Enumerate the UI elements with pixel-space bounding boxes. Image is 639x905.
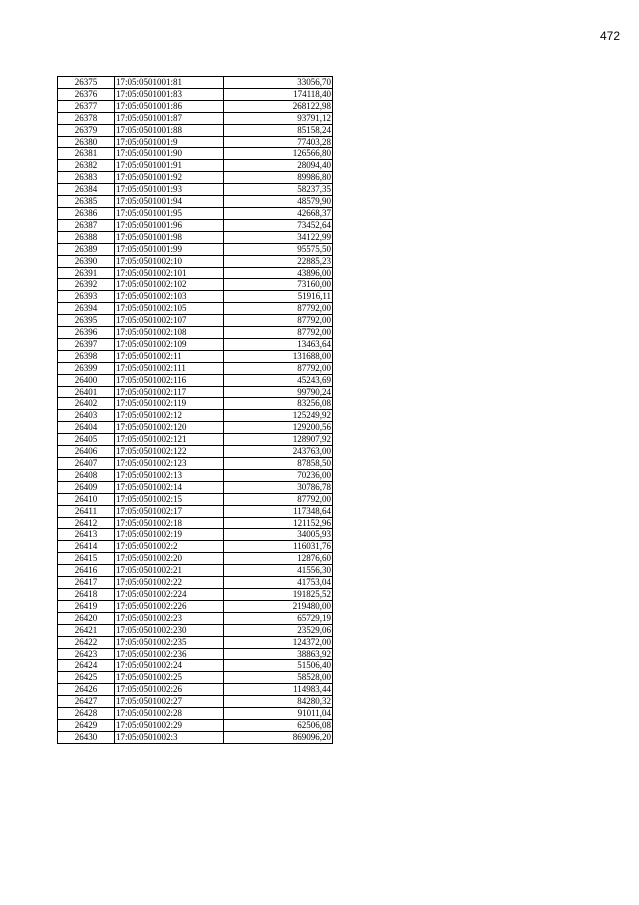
cadastral-number-cell: 17:05:0501001:95 bbox=[115, 207, 224, 219]
row-number-cell: 26414 bbox=[58, 541, 115, 553]
table-row bbox=[58, 374, 333, 386]
cadastral-number-cell: 17:05:0501001:92 bbox=[115, 172, 224, 184]
cadastral-number-cell: 17:05:0501001:86 bbox=[115, 100, 224, 112]
row-number-cell: 26375 bbox=[58, 77, 115, 89]
cadastral-value-cell: 45243,69 bbox=[224, 374, 333, 386]
cadastral-value-cell: 83256,08 bbox=[224, 398, 333, 410]
cadastral-value-cell: 91011,04 bbox=[224, 708, 333, 720]
row-number-cell: 26419 bbox=[58, 600, 115, 612]
cadastral-number-cell: 17:05:0501001:83 bbox=[115, 88, 224, 100]
cadastral-value-cell: 87792,00 bbox=[224, 315, 333, 327]
table-row bbox=[58, 77, 333, 89]
table-row bbox=[58, 327, 333, 339]
cadastral-value-cell: 126566,80 bbox=[224, 148, 333, 160]
row-number-cell: 26396 bbox=[58, 327, 115, 339]
cadastral-number-cell: 17:05:0501002:120 bbox=[115, 422, 224, 434]
cadastral-value-cell: 128907,92 bbox=[224, 434, 333, 446]
table-row bbox=[58, 219, 333, 231]
row-number-cell: 26378 bbox=[58, 112, 115, 124]
cadastral-number-cell: 17:05:0501002:2 bbox=[115, 541, 224, 553]
cadastral-number-cell: 17:05:0501002:17 bbox=[115, 505, 224, 517]
cadastral-value-cell: 87792,00 bbox=[224, 362, 333, 374]
cadastral-number-cell: 17:05:0501001:91 bbox=[115, 160, 224, 172]
cadastral-number-cell: 17:05:0501002:123 bbox=[115, 458, 224, 470]
cadastral-number-cell: 17:05:0501002:236 bbox=[115, 648, 224, 660]
row-number-cell: 26427 bbox=[58, 696, 115, 708]
cadastral-value-cell: 43896,00 bbox=[224, 267, 333, 279]
table-row bbox=[58, 148, 333, 160]
table-row bbox=[58, 184, 333, 196]
cadastral-number-cell: 17:05:0501001:99 bbox=[115, 243, 224, 255]
row-number-cell: 26425 bbox=[58, 672, 115, 684]
cadastral-value-cell: 191825,52 bbox=[224, 588, 333, 600]
row-number-cell: 26411 bbox=[58, 505, 115, 517]
row-number-cell: 26412 bbox=[58, 517, 115, 529]
table-row bbox=[58, 422, 333, 434]
cadastral-value-cell: 41556,30 bbox=[224, 565, 333, 577]
cadastral-number-cell: 17:05:0501001:93 bbox=[115, 184, 224, 196]
cadastral-number-cell: 17:05:0501002:109 bbox=[115, 338, 224, 350]
table-row bbox=[58, 696, 333, 708]
table-row bbox=[58, 600, 333, 612]
table-row bbox=[58, 624, 333, 636]
table-row bbox=[58, 136, 333, 148]
row-number-cell: 26421 bbox=[58, 624, 115, 636]
row-number-cell: 26390 bbox=[58, 255, 115, 267]
cadastral-number-cell: 17:05:0501002:107 bbox=[115, 315, 224, 327]
row-number-cell: 26422 bbox=[58, 636, 115, 648]
table-row bbox=[58, 588, 333, 600]
row-number-cell: 26391 bbox=[58, 267, 115, 279]
row-number-cell: 26423 bbox=[58, 648, 115, 660]
cadastral-value-cell: 87858,50 bbox=[224, 458, 333, 470]
table-row bbox=[58, 446, 333, 458]
row-number-cell: 26424 bbox=[58, 660, 115, 672]
table-row bbox=[58, 565, 333, 577]
table-row bbox=[58, 481, 333, 493]
table-row bbox=[58, 505, 333, 517]
cadastral-value-cell: 121152,96 bbox=[224, 517, 333, 529]
row-number-cell: 26387 bbox=[58, 219, 115, 231]
cadastral-value-cell: 95575,50 bbox=[224, 243, 333, 255]
cadastral-value-cell: 114983,44 bbox=[224, 684, 333, 696]
cadastral-number-cell: 17:05:0501001:81 bbox=[115, 77, 224, 89]
row-number-cell: 26379 bbox=[58, 124, 115, 136]
cadastral-number-cell: 17:05:0501002:24 bbox=[115, 660, 224, 672]
table-row bbox=[58, 410, 333, 422]
cadastral-number-cell: 17:05:0501001:94 bbox=[115, 196, 224, 208]
cadastral-value-cell: 42668,37 bbox=[224, 207, 333, 219]
row-number-cell: 26404 bbox=[58, 422, 115, 434]
cadastral-number-cell: 17:05:0501002:122 bbox=[115, 446, 224, 458]
table-row bbox=[58, 279, 333, 291]
row-number-cell: 26413 bbox=[58, 529, 115, 541]
table-row bbox=[58, 458, 333, 470]
cadastral-value-cell: 12876,60 bbox=[224, 553, 333, 565]
cadastral-number-cell: 17:05:0501002:23 bbox=[115, 612, 224, 624]
cadastral-value-cell: 30786,78 bbox=[224, 481, 333, 493]
cadastral-value-cell: 89986,80 bbox=[224, 172, 333, 184]
cadastral-value-cell: 243763,00 bbox=[224, 446, 333, 458]
cadastral-number-cell: 17:05:0501001:98 bbox=[115, 231, 224, 243]
table-row bbox=[58, 612, 333, 624]
row-number-cell: 26405 bbox=[58, 434, 115, 446]
cadastral-number-cell: 17:05:0501002:224 bbox=[115, 588, 224, 600]
cadastral-number-cell: 17:05:0501002:14 bbox=[115, 481, 224, 493]
table-row bbox=[58, 708, 333, 720]
cadastral-value-cell: 58528,00 bbox=[224, 672, 333, 684]
row-number-cell: 26377 bbox=[58, 100, 115, 112]
table-row bbox=[58, 88, 333, 100]
row-number-cell: 26389 bbox=[58, 243, 115, 255]
cadastral-value-cell: 268122,98 bbox=[224, 100, 333, 112]
cadastral-number-cell: 17:05:0501002:103 bbox=[115, 291, 224, 303]
table-row bbox=[58, 196, 333, 208]
table-row bbox=[58, 541, 333, 553]
cadastral-number-cell: 17:05:0501002:18 bbox=[115, 517, 224, 529]
cadastral-number-cell: 17:05:0501002:102 bbox=[115, 279, 224, 291]
cadastral-value-cell: 116031,76 bbox=[224, 541, 333, 553]
row-number-cell: 26393 bbox=[58, 291, 115, 303]
cadastral-value-cell: 87792,00 bbox=[224, 493, 333, 505]
cadastral-value-cell: 93791,12 bbox=[224, 112, 333, 124]
table-row bbox=[58, 398, 333, 410]
cadastral-value-cell: 99790,24 bbox=[224, 386, 333, 398]
cadastral-number-cell: 17:05:0501002:11 bbox=[115, 350, 224, 362]
row-number-cell: 26399 bbox=[58, 362, 115, 374]
cadastral-number-cell: 17:05:0501002:27 bbox=[115, 696, 224, 708]
table-row bbox=[58, 517, 333, 529]
table-row bbox=[58, 529, 333, 541]
row-number-cell: 26386 bbox=[58, 207, 115, 219]
cadastral-number-cell: 17:05:0501002:12 bbox=[115, 410, 224, 422]
cadastral-value-cell: 125249,92 bbox=[224, 410, 333, 422]
row-number-cell: 26383 bbox=[58, 172, 115, 184]
row-number-cell: 26395 bbox=[58, 315, 115, 327]
cadastral-value-cell: 38863,92 bbox=[224, 648, 333, 660]
cadastral-value-cell: 62506,08 bbox=[224, 719, 333, 731]
cadastral-value-cell: 77403,28 bbox=[224, 136, 333, 148]
row-number-cell: 26420 bbox=[58, 612, 115, 624]
table-row bbox=[58, 112, 333, 124]
table-row bbox=[58, 493, 333, 505]
row-number-cell: 26401 bbox=[58, 386, 115, 398]
cadastral-value-cell: 65729,19 bbox=[224, 612, 333, 624]
cadastral-number-cell: 17:05:0501002:116 bbox=[115, 374, 224, 386]
table-row bbox=[58, 100, 333, 112]
cadastral-number-cell: 17:05:0501002:15 bbox=[115, 493, 224, 505]
table-row bbox=[58, 207, 333, 219]
row-number-cell: 26407 bbox=[58, 458, 115, 470]
row-number-cell: 26418 bbox=[58, 588, 115, 600]
row-number-cell: 26382 bbox=[58, 160, 115, 172]
cadastral-number-cell: 17:05:0501002:3 bbox=[115, 731, 224, 743]
cadastral-number-cell: 17:05:0501002:22 bbox=[115, 577, 224, 589]
cadastral-value-cell: 58237,35 bbox=[224, 184, 333, 196]
cadastral-value-cell: 48579,90 bbox=[224, 196, 333, 208]
table-row bbox=[58, 303, 333, 315]
cadastral-number-cell: 17:05:0501001:88 bbox=[115, 124, 224, 136]
table-row bbox=[58, 160, 333, 172]
cadastral-number-cell: 17:05:0501002:235 bbox=[115, 636, 224, 648]
table-row bbox=[58, 362, 333, 374]
row-number-cell: 26398 bbox=[58, 350, 115, 362]
cadastral-value-cell: 51916,11 bbox=[224, 291, 333, 303]
cadastral-number-cell: 17:05:0501002:10 bbox=[115, 255, 224, 267]
cadastral-value-cell: 117348,64 bbox=[224, 505, 333, 517]
cadastral-number-cell: 17:05:0501002:20 bbox=[115, 553, 224, 565]
cadastral-value-cell: 124372,00 bbox=[224, 636, 333, 648]
cadastral-number-cell: 17:05:0501002:108 bbox=[115, 327, 224, 339]
row-number-cell: 26384 bbox=[58, 184, 115, 196]
table-row bbox=[58, 553, 333, 565]
row-number-cell: 26385 bbox=[58, 196, 115, 208]
table-row bbox=[58, 172, 333, 184]
row-number-cell: 26410 bbox=[58, 493, 115, 505]
table-row bbox=[58, 434, 333, 446]
row-number-cell: 26426 bbox=[58, 684, 115, 696]
cadastral-value-cell: 84280,32 bbox=[224, 696, 333, 708]
table-row bbox=[58, 636, 333, 648]
table-row bbox=[58, 315, 333, 327]
cadastral-value-cell: 87792,00 bbox=[224, 327, 333, 339]
row-number-cell: 26402 bbox=[58, 398, 115, 410]
row-number-cell: 26381 bbox=[58, 148, 115, 160]
row-number-cell: 26430 bbox=[58, 731, 115, 743]
table-row bbox=[58, 672, 333, 684]
cadastral-value-cell: 28094,40 bbox=[224, 160, 333, 172]
table-row bbox=[58, 660, 333, 672]
table-row bbox=[58, 350, 333, 362]
table-row bbox=[58, 243, 333, 255]
cadastral-number-cell: 17:05:0501002:119 bbox=[115, 398, 224, 410]
cadastral-number-cell: 17:05:0501002:25 bbox=[115, 672, 224, 684]
cadastral-value-cell: 13463,64 bbox=[224, 338, 333, 350]
table-row bbox=[58, 338, 333, 350]
row-number-cell: 26397 bbox=[58, 338, 115, 350]
row-number-cell: 26417 bbox=[58, 577, 115, 589]
cadastral-number-cell: 17:05:0501001:96 bbox=[115, 219, 224, 231]
table-row bbox=[58, 719, 333, 731]
cadastral-value-cell: 87792,00 bbox=[224, 303, 333, 315]
cadastral-number-cell: 17:05:0501002:13 bbox=[115, 469, 224, 481]
cadastral-number-cell: 17:05:0501001:9 bbox=[115, 136, 224, 148]
row-number-cell: 26429 bbox=[58, 719, 115, 731]
cadastral-number-cell: 17:05:0501002:101 bbox=[115, 267, 224, 279]
table-row bbox=[58, 684, 333, 696]
row-number-cell: 26388 bbox=[58, 231, 115, 243]
cadastral-number-cell: 17:05:0501002:26 bbox=[115, 684, 224, 696]
table-body bbox=[58, 77, 333, 744]
cadastral-number-cell: 17:05:0501002:21 bbox=[115, 565, 224, 577]
table-row bbox=[58, 291, 333, 303]
table-row bbox=[58, 255, 333, 267]
cadastral-number-cell: 17:05:0501002:111 bbox=[115, 362, 224, 374]
table-row bbox=[58, 469, 333, 481]
cadastral-number-cell: 17:05:0501002:226 bbox=[115, 600, 224, 612]
cadastral-value-cell: 174118,40 bbox=[224, 88, 333, 100]
cadastral-number-cell: 17:05:0501001:90 bbox=[115, 148, 224, 160]
row-number-cell: 26400 bbox=[58, 374, 115, 386]
cadastral-value-cell: 34122,99 bbox=[224, 231, 333, 243]
cadastral-value-cell: 219480,00 bbox=[224, 600, 333, 612]
row-number-cell: 26415 bbox=[58, 553, 115, 565]
cadastral-number-cell: 17:05:0501002:105 bbox=[115, 303, 224, 315]
cadastral-number-cell: 17:05:0501002:19 bbox=[115, 529, 224, 541]
row-number-cell: 26408 bbox=[58, 469, 115, 481]
cadastral-value-cell: 41753,04 bbox=[224, 577, 333, 589]
cadastral-value-cell: 73452,64 bbox=[224, 219, 333, 231]
cadastral-value-cell: 33056,70 bbox=[224, 77, 333, 89]
cadastral-number-cell: 17:05:0501002:121 bbox=[115, 434, 224, 446]
cadastral-value-cell: 131688,00 bbox=[224, 350, 333, 362]
cadastral-value-cell: 85158,24 bbox=[224, 124, 333, 136]
cadastral-number-cell: 17:05:0501001:87 bbox=[115, 112, 224, 124]
row-number-cell: 26416 bbox=[58, 565, 115, 577]
table-row bbox=[58, 231, 333, 243]
cadastral-value-cell: 23529,06 bbox=[224, 624, 333, 636]
row-number-cell: 26406 bbox=[58, 446, 115, 458]
cadastral-value-cell: 22885,23 bbox=[224, 255, 333, 267]
row-number-cell: 26380 bbox=[58, 136, 115, 148]
cadastral-value-table bbox=[57, 76, 333, 744]
table-row bbox=[58, 124, 333, 136]
table-row bbox=[58, 577, 333, 589]
table-row bbox=[58, 267, 333, 279]
cadastral-value-cell: 73160,00 bbox=[224, 279, 333, 291]
cadastral-value-cell: 51506,40 bbox=[224, 660, 333, 672]
row-number-cell: 26409 bbox=[58, 481, 115, 493]
row-number-cell: 26428 bbox=[58, 708, 115, 720]
row-number-cell: 26394 bbox=[58, 303, 115, 315]
cadastral-number-cell: 17:05:0501002:230 bbox=[115, 624, 224, 636]
cadastral-value-cell: 869096,20 bbox=[224, 731, 333, 743]
table-row bbox=[58, 731, 333, 743]
cadastral-number-cell: 17:05:0501002:117 bbox=[115, 386, 224, 398]
row-number-cell: 26403 bbox=[58, 410, 115, 422]
row-number-cell: 26376 bbox=[58, 88, 115, 100]
cadastral-number-cell: 17:05:0501002:28 bbox=[115, 708, 224, 720]
cadastral-number-cell: 17:05:0501002:29 bbox=[115, 719, 224, 731]
row-number-cell: 26392 bbox=[58, 279, 115, 291]
cadastral-value-cell: 129200,56 bbox=[224, 422, 333, 434]
page-number: 472 bbox=[599, 29, 620, 43]
cadastral-value-cell: 34005,93 bbox=[224, 529, 333, 541]
table-row bbox=[58, 648, 333, 660]
cadastral-value-cell: 70236,00 bbox=[224, 469, 333, 481]
table-row bbox=[58, 386, 333, 398]
